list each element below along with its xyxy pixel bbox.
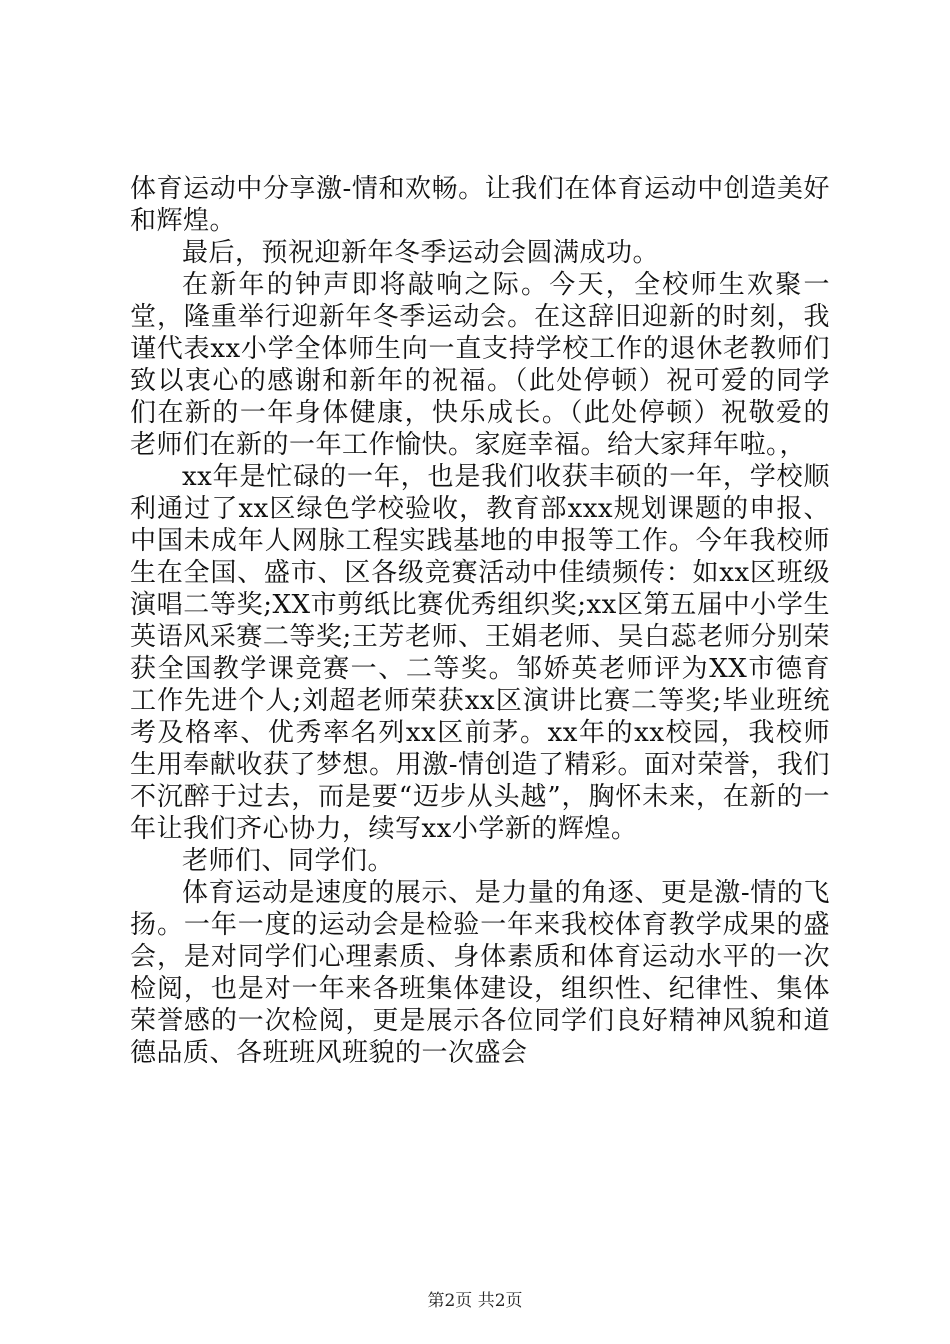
paragraph-achievements: xx年是忙碌的一年，也是我们收获丰硕的一年，学校顺利通过了xx区绿色学校验收，教育部xxx规划课题的申报、中国未成年人网脉工程实践基地的申报等工作。今年我校师生在全国、盛市、区各级竞赛活动中佳绩频传：如xx区班级演唱二等奖;XX市剪纸比赛优秀组织奖;xx区第五届中小学生英语风采赛二等奖;王芳老师、王娟老师、吴白蕊老师分别荣获全国教学课竞赛一、二等奖。邹娇英老师评为XX市德育工作先进个人;刘超老师荣获xx区演讲比赛二等奖;毕业班统考及格率、优秀率名列xx区前茅。xx年的xx校园，我校师生用奉献收获了梦想。用激-情创造了精彩。面对荣誉，我们不沉醉于过去，而是要“迈步从头越”，胸怀未来，在新的一年让我们齐心协力，续写xx小学新的辉煌。 — [130, 462, 830, 844]
document-body — [130, 173, 830, 1069]
paragraph-address: 老师们、同学们。 — [182, 846, 395, 876]
paragraph-new-year-greeting: 在新年的钟声即将敲响之际。今天，全校师生欢聚一堂，隆重举行迎新年冬季运动会。在这辞旧迎新的时刻，我谨代表xx小学全体师生向一直支持学校工作的退休老教师们致以衷心的感谢和新年的祝福。（此处停顿）祝可爱的同学们在新的一年身体健康，快乐成长。（此处停顿）祝敬爱的老师们在新的一年工作愉快。家庭幸福。给大家拜年啦。， — [130, 270, 830, 460]
paragraph-closing-wish: 最后，预祝迎新年冬季运动会圆满成功。 — [182, 238, 660, 268]
paragraph-continuation: 体育运动中分享激-情和欢畅。让我们在体育运动中创造美好和辉煌。 — [130, 174, 830, 236]
page-number-footer: 第2页 共2页 — [427, 1291, 523, 1311]
paragraph-sports-meeting: 体育运动是速度的展示、是力量的角逐、更是激-情的飞扬。一年一度的运动会是检验一年来我校体育教学成果的盛会，是对同学们心理素质、身体素质和体育运动水平的一次检阅，也是对一年来各班集体建设，组织性、纪律性、集体荣誉感的一次检阅，更是展示各位同学们良好精神风貌和道德品质、各班班风班貌的一次盛会 — [130, 878, 830, 1068]
